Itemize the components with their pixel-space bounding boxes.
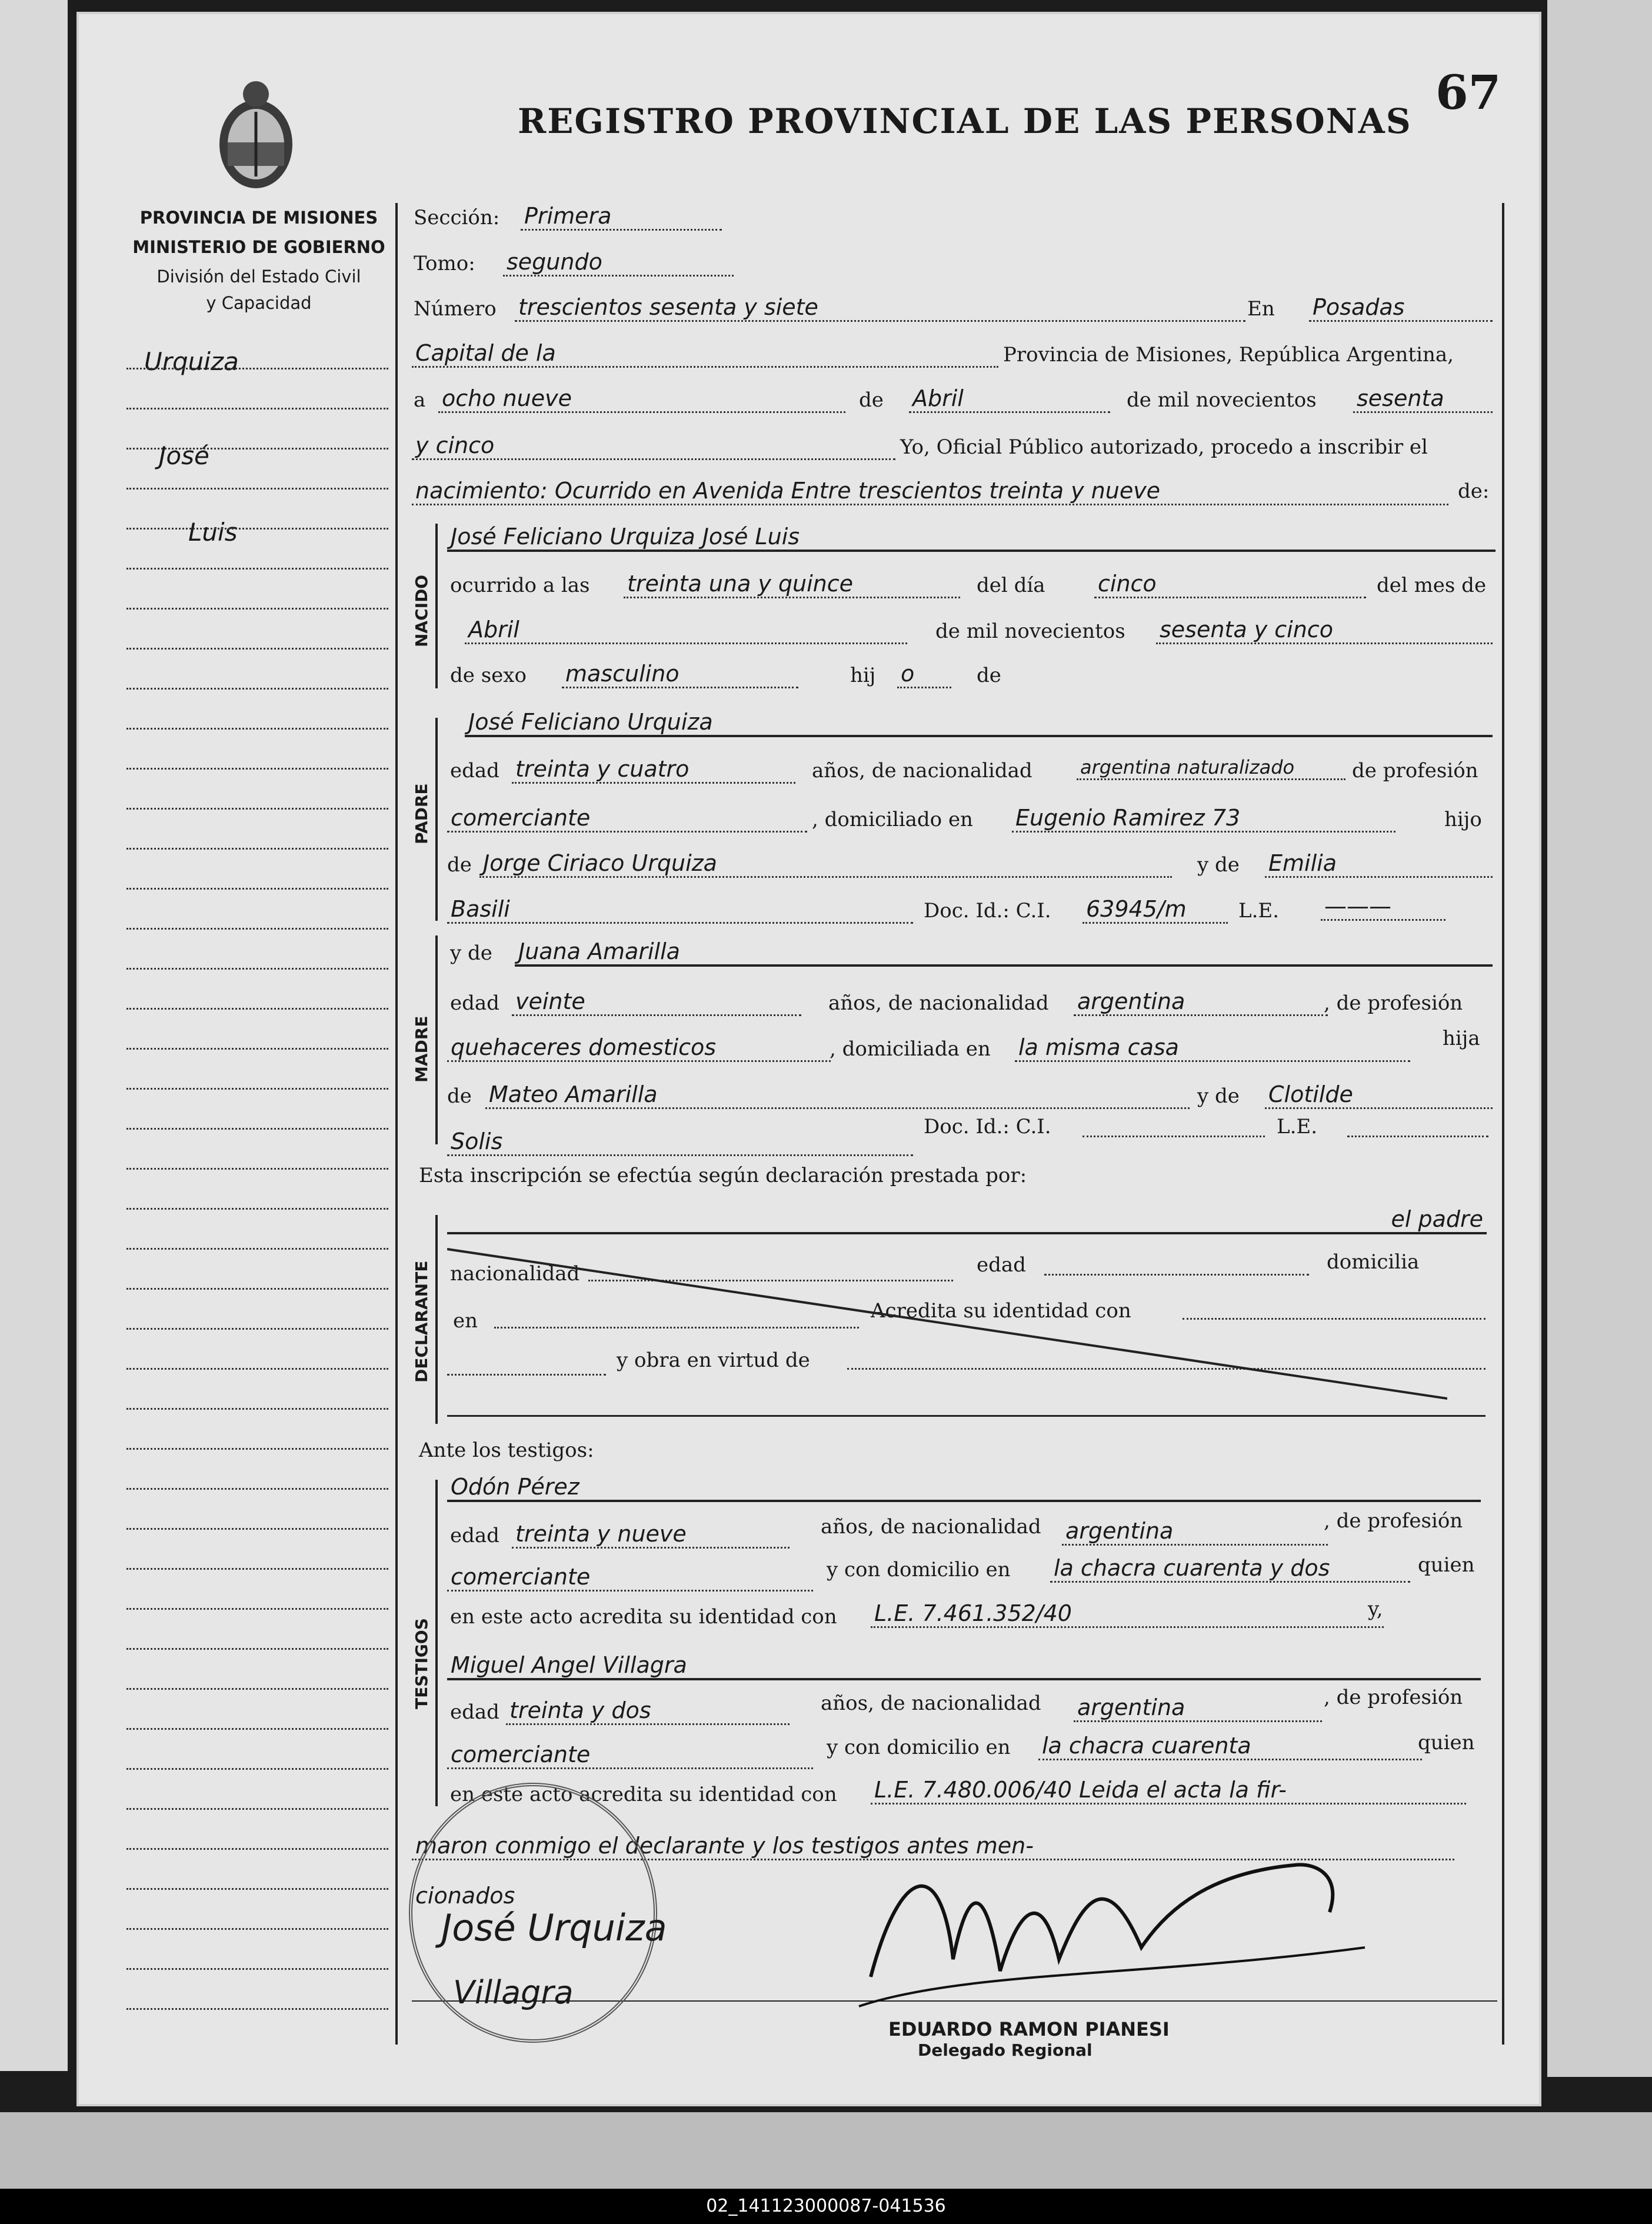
year2-value: y cinco [412, 432, 895, 460]
declarante-strike-line [447, 1244, 1447, 1403]
margin-ruled-line [126, 1688, 388, 1690]
margin-ruled-line [126, 1208, 388, 1210]
madre-hija-label: hija [1443, 1027, 1480, 1050]
a-label: a [414, 388, 426, 412]
padre-edad: treinta y cuatro [512, 756, 795, 784]
declarante-acredita-label: Acredita su identidad con [871, 1299, 1131, 1323]
margin-ruled-line [126, 1328, 388, 1330]
previous-page-edge [0, 0, 68, 2071]
padre-doc-label: Doc. Id.: C.I. [924, 899, 1051, 923]
madre-edad: veinte [512, 988, 801, 1016]
margin-second-name: Luis [188, 518, 238, 547]
testigo1-edad: treinta y nueve [512, 1521, 790, 1549]
closing-text: maron conmigo el declarante y los testigos antes men- [412, 1833, 1454, 1860]
margin-ruled-line [126, 1768, 388, 1770]
madre-nacionalidad: argentina [1074, 988, 1328, 1016]
margin-ruled-line [126, 1528, 388, 1530]
testigo1-prof: comerciante [447, 1564, 813, 1592]
numero-value: trescientos sesenta y siete [515, 294, 1245, 322]
section-nacido: NACIDO [412, 574, 431, 647]
madre-domicilio: la misma casa [1015, 1034, 1410, 1062]
margin-ruled-line [126, 888, 388, 890]
margin-ruled-line [126, 488, 388, 490]
padre-father: Jorge Ciriaco Urquiza [479, 850, 1172, 878]
sexo-value: masculino [562, 661, 798, 688]
margin-ruled-line [126, 1048, 388, 1050]
hij-label: hij [850, 664, 876, 687]
testigo2-nac: argentina [1074, 1694, 1322, 1722]
margin-ruled-line [126, 728, 388, 730]
madre-profesion: quehaceres domesticos [447, 1034, 831, 1062]
margin-ruled-line [126, 1968, 388, 1970]
madre-ci-line [1083, 1136, 1265, 1137]
de-end-label: de: [1458, 480, 1490, 503]
margin-ruled-line [126, 408, 388, 409]
del-dia-label: del día [977, 574, 1045, 597]
madre-le-line [1347, 1136, 1488, 1137]
city-value: Posadas [1309, 294, 1493, 322]
seccion-value: Primera [521, 203, 722, 231]
madre-le-label: L.E. [1277, 1115, 1318, 1138]
hij-suffix: o [897, 661, 951, 688]
margin-ruled-line [126, 608, 388, 610]
padre-le: ——— [1321, 893, 1446, 921]
margin-ruled-line [126, 1568, 388, 1570]
declarante-name: el padre [447, 1206, 1487, 1234]
margin-ruled-line [126, 688, 388, 690]
madre-dom-label: , domiciliada en [830, 1037, 991, 1061]
province-text: Provincia de Misiones, República Argentina, [1003, 343, 1454, 367]
coat-of-arms-icon [212, 76, 300, 194]
padre-prof-label: de profesión [1352, 759, 1478, 783]
margin-ruled-line [126, 928, 388, 930]
margin-first-name: José [159, 441, 209, 470]
testigos-intro: Ante los testigos: [419, 1439, 594, 1462]
margin-ruled-line [126, 2008, 388, 2010]
margin-ruled-line [126, 1128, 388, 1130]
month-value: Abril [909, 385, 1110, 413]
testigo1-prof-label: , de profesión [1324, 1509, 1463, 1533]
margin-ruled-line [126, 1088, 388, 1090]
margin-ruled-line [126, 1928, 388, 1930]
testigo2-dom-label: y con domicilio en [827, 1736, 1011, 1759]
nacido-year-label: de mil novecientos [935, 620, 1125, 643]
testigo2-prof-label: , de profesión [1324, 1686, 1463, 1709]
year-value: sesenta [1353, 385, 1493, 413]
testigo2-edad: treinta y dos [506, 1697, 790, 1725]
margin-surname: Urquiza [144, 347, 239, 376]
section-madre: MADRE [412, 1016, 431, 1083]
testigo1-name: Odón Pérez [447, 1474, 1481, 1502]
numero-label: Número [414, 297, 497, 321]
declarante-edad-label: edad [977, 1253, 1026, 1277]
margin-ruled-line [126, 1448, 388, 1450]
nacido-de-label: de [977, 664, 1001, 687]
nacido-month: Abril [465, 617, 907, 644]
declarante-bracket [435, 1215, 438, 1424]
madre-yde-label: y de [450, 941, 492, 965]
testigo1-id: L.E. 7.461.352/40 [871, 1600, 1384, 1628]
madre-de-label: de [447, 1084, 472, 1108]
padre-nac-label: años, de nacionalidad [812, 759, 1032, 783]
margin-ruled-line [126, 1408, 388, 1410]
testigos-bracket [435, 1480, 438, 1806]
testigo2-quien: quien [1418, 1731, 1475, 1754]
closing-text-2: cionados [415, 1883, 515, 1909]
official-signature-icon [847, 1830, 1377, 2024]
section-testigos: TESTIGOS [412, 1618, 431, 1709]
scanner-background [0, 2112, 1652, 2189]
nacido-name: José Feliciano Urquiza José Luis [447, 524, 1496, 552]
margin-ruled-line [126, 648, 388, 650]
stamp-name: EDUARDO RAMON PIANESI [888, 2018, 1170, 2040]
margin-ruled-line [126, 1288, 388, 1290]
seccion-label: Sección: [414, 206, 500, 229]
de-label: de [859, 388, 884, 412]
testigo2-edad-label: edad [450, 1700, 499, 1724]
margin-ruled-line [126, 1648, 388, 1650]
header-line-3: División del Estado Civil [156, 267, 361, 287]
nacido-time: treinta una y quince [624, 571, 960, 598]
sexo-label: de sexo [450, 664, 527, 687]
section-declarante: DECLARANTE [412, 1260, 431, 1383]
section-padre: PADRE [412, 783, 431, 844]
nacimiento-text: nacimiento: Ocurrido en Avenida Entre trescientos treinta y nueve [412, 478, 1448, 505]
testigo2-acr-label: en este acto acredita su identidad con [450, 1783, 837, 1806]
page-number: 67 [1435, 65, 1501, 120]
margin-ruled-line [126, 448, 388, 450]
testigo2-name: Miguel Angel Villagra [447, 1652, 1481, 1680]
margin-ruled-line [126, 1168, 388, 1170]
stamp-role: Delegado Regional [918, 2040, 1093, 2060]
padre-hijo-label: hijo [1444, 808, 1482, 831]
declarante-bottom-line [447, 1415, 1486, 1417]
margin-ruled-line [126, 1368, 388, 1370]
next-page-edge [1547, 0, 1652, 2077]
nacido-bracket [435, 524, 438, 688]
day-value: ocho nueve [438, 385, 845, 413]
margin-ruled-line [126, 808, 388, 810]
padre-dom-label: , domiciliado en [812, 808, 973, 831]
oficial-text: Yo, Oficial Público autorizado, procedo a inscribir el [900, 435, 1428, 459]
header-line-2: MINISTERIO DE GOBIERNO [132, 237, 385, 257]
tomo-label: Tomo: [414, 252, 475, 275]
madre-mother-surname: Solis [447, 1128, 913, 1156]
header-line-4: y Capacidad [206, 293, 312, 313]
padre-name: José Feliciano Urquiza [465, 709, 1493, 737]
padre-mother: Emilia [1265, 850, 1493, 878]
testigo1-dom: la chacra cuarenta y dos [1050, 1555, 1410, 1583]
madre-father: Mateo Amarilla [485, 1081, 1190, 1109]
margin-ruled-line [126, 1808, 388, 1810]
testigo1-quien: quien [1418, 1553, 1475, 1577]
margin-ruled-line [126, 1888, 388, 1890]
madre-nac-label: años, de nacionalidad [828, 991, 1049, 1015]
nacido-year: sesenta y cinco [1156, 617, 1493, 644]
year-label: de mil novecientos [1127, 388, 1317, 412]
ocurrido-label: ocurrido a las [450, 574, 590, 597]
testigo1-nac: argentina [1062, 1518, 1328, 1546]
madre-name: Juana Amarilla [515, 938, 1493, 967]
testigo1-edad-label: edad [450, 1524, 499, 1547]
padre-mother-surname: Basili [447, 896, 913, 924]
madre-yde2-label: y de [1197, 1084, 1240, 1108]
padre-le-label: L.E. [1238, 899, 1280, 923]
margin-ruled-line [126, 1488, 388, 1490]
margin-ruled-line [126, 1608, 388, 1610]
scan-id-footer: 02_141123000087-041536 [0, 2189, 1652, 2224]
capital-value: Capital de la [412, 340, 998, 368]
margin-ruled-line [126, 768, 388, 770]
margin-divider [395, 203, 398, 2045]
declarante-virtud-label: y obra en virtud de [617, 1349, 810, 1372]
en-label: En [1247, 297, 1275, 321]
declarante-dom-label: domicilia [1327, 1250, 1420, 1274]
testigo1-dom-label: y con domicilio en [827, 1558, 1011, 1582]
header-line-1: PROVINCIA DE MISIONES [139, 208, 378, 228]
padre-ci: 63945/m [1083, 896, 1228, 924]
right-border [1502, 203, 1504, 2045]
signature-jose-urquiza: José Urquiza [441, 1906, 667, 1949]
madre-edad-label: edad [450, 991, 499, 1015]
margin-ruled-line [126, 528, 388, 530]
margin-ruled-line [126, 848, 388, 850]
testigo1-nac-label: años, de nacionalidad [821, 1515, 1041, 1539]
padre-de-label: de [447, 853, 472, 877]
madre-mother: Clotilde [1265, 1081, 1493, 1109]
nacido-day: cinco [1094, 571, 1366, 598]
madre-doc-label: Doc. Id.: C.I. [924, 1115, 1051, 1138]
testigo2-nac-label: años, de nacionalidad [821, 1692, 1041, 1715]
testigo1-y: y, [1368, 1597, 1383, 1621]
margin-ruled-line [126, 968, 388, 970]
signature-villagra: Villagra [453, 1974, 574, 2011]
padre-domicilio: Eugenio Ramirez 73 [1012, 805, 1395, 833]
margin-ruled-line [126, 1848, 388, 1850]
testigo2-id: L.E. 7.480.006/40 Leida el acta la fir- [871, 1777, 1466, 1804]
margin-ruled-line [126, 568, 388, 570]
margin-ruled-line [126, 368, 388, 369]
padre-edad-label: edad [450, 759, 499, 783]
document-title: REGISTRO PROVINCIAL DE LAS PERSONAS [518, 101, 1412, 141]
testigo1-acr-label: en este acto acredita su identidad con [450, 1605, 837, 1629]
declarante-nac-label: nacionalidad [450, 1262, 580, 1286]
testigo2-dom: la chacra cuarenta [1038, 1733, 1422, 1760]
del-mes-label: del mes de [1377, 574, 1487, 597]
padre-nacionalidad: argentina naturalizado [1077, 756, 1345, 780]
margin-ruled-line [126, 1008, 388, 1010]
testigo2-prof: comerciante [447, 1742, 813, 1769]
madre-bracket [435, 935, 438, 1144]
margin-ruled-line [126, 1248, 388, 1250]
margin-ruled-line [126, 1728, 388, 1730]
padre-yde-label: y de [1197, 853, 1240, 877]
tomo-value: segundo [503, 249, 734, 277]
padre-profesion: comerciante [447, 805, 807, 833]
madre-prof-label: , de profesión [1324, 991, 1463, 1015]
declarante-en-label: en [453, 1309, 478, 1333]
declarante-intro: Esta inscripción se efectúa según declaración prestada por: [419, 1164, 1027, 1187]
padre-bracket [435, 718, 438, 921]
